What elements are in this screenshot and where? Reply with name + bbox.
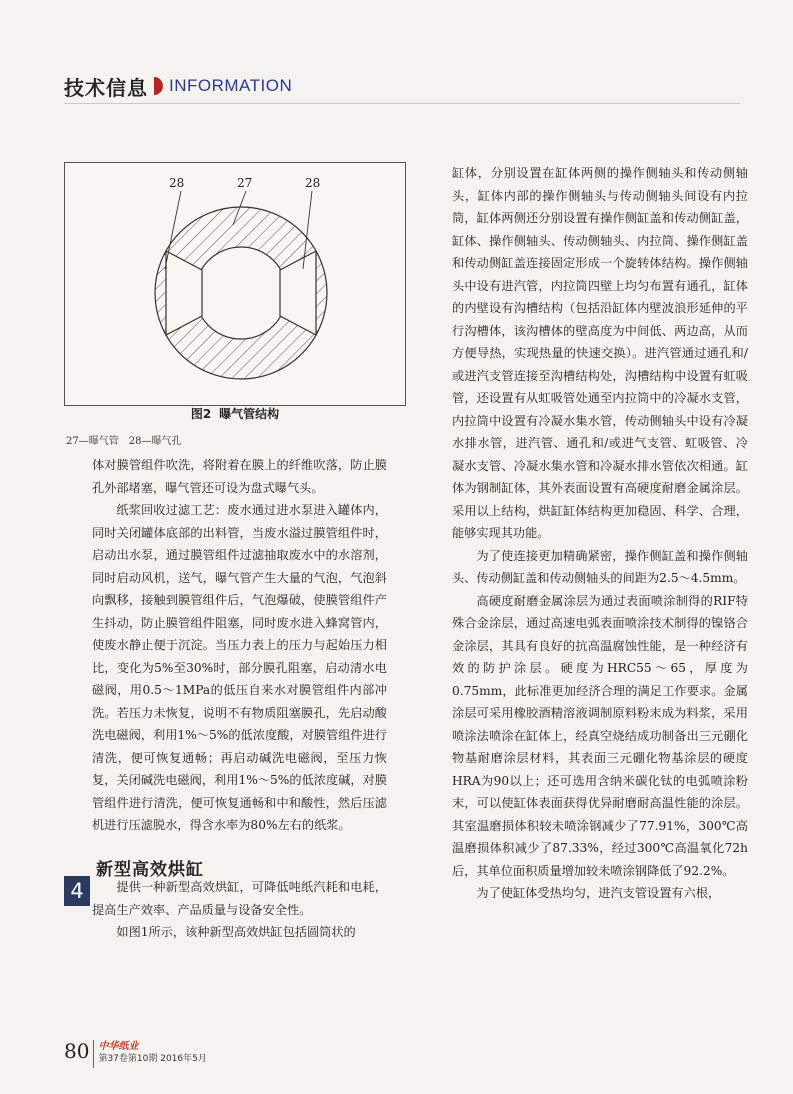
footer-divider [93,1040,94,1068]
label-28-left: 28 [169,176,185,190]
paragraph: 纸浆回收过滤工艺：废水通过进水泵进入罐体内，同时关闭罐体底部的出料管，当废水溢过膜管组件时，启动出水泵，通过膜管组件过滤抽取废水中的水溶剂，同时启动风机，送气，曝气管产生大量的气泡，气泡斜向飘移，接触到膜管组件后，气泡爆破，使膜管组件产生抖动，防止膜管组件阻塞，同时废水进入蜂窝管内，使废水静止便于沉淀。当压力表上的压力与起始压力相比，变化为5%至30%时，部分膜孔阻塞，启动清水电磁阀，用0.5～1MPa的低压自来水对膜管组件内部冲洗。若压力未恢复，说明不有物质阻塞膜孔，先启动酸洗电磁阀，利用1%～5%的低浓度酸，对膜管组件进行清洗，便可恢复通畅；再启动碱洗电磁阀，至压力恢复，关闭碱洗电磁阀，利用1%～5%的低浓度碱，对膜管组件进行清洗，便可恢复通畅和中和酸性，然后压滤机进行压滤脱水，得含水率为80%左右的纸浆。 [92,503,387,832]
pipe-bore [195,247,287,339]
page-number: 80 [64,1039,90,1063]
paragraph: 体对膜管组件吹洗，将附着在膜上的纤维吹落，防止膜孔外部堵塞，曝气管还可设为盘式曝气头。 [92,458,387,495]
section-title: 新型高效烘缸 [96,860,204,880]
legend-item: 28—曝气孔 [128,436,182,447]
figure-legend [66,432,191,447]
page-footer [64,1040,207,1068]
section-header-english: INFORMATION [169,76,293,95]
figure-number: 图2 [190,407,212,421]
left-column-bottom [92,876,387,944]
journal-logo: 中华纸业 [98,1041,139,1052]
paragraph: 为了使缸体受热均匀，进汽支管设置有六根， [476,886,721,900]
section-number-badge: 4 [64,876,90,906]
figure-title: 曝气管结构 [219,407,280,421]
left-column-top [92,454,387,837]
paragraph: 缸体，分别设置在缸体两侧的操作侧轴头和传动侧轴头，缸体内部的操作侧轴头与传动侧轴头间设有内拉筒，缸体两侧还分别设置有操作侧缸盖和传动侧缸盖，缸体、操作侧轴头、传动侧轴头、内拉筒、操作侧缸盖和传动侧缸盖连接固定形成一个旋转体结构。操作侧轴头中设有进汽管，内拉筒四壁上均匀布置有通孔，缸体的内壁设有沟槽结构（包括沿缸体内壁波浪形延伸的平行沟槽体，该沟槽体的壁高度为中间低、两边高，从而方便导热，实现热量的快速交换）。进汽管通过通孔和/或进汽支管连接至沟槽结构处，沟槽结构中设置有虹吸管，还设置有从虹吸管处通至内拉筒中的冷凝水支管，内拉筒中设置有冷凝水集水管，传动侧轴头中设有冷凝水排水管，进汽管、通孔和/或进气支管、虹吸管、冷凝水支管、冷凝水集水管和冷凝水排水管依次相通。缸体为钢制缸体，其外表面设置有高硬度耐磨金属涂层。采用以上结构，烘缸缸体结构更加稳固、科学、合理，能够实现其功能。 [452,166,748,540]
section-header-title: 技术信息 [64,75,148,100]
label-28-right: 28 [305,176,321,190]
header-marker-icon [154,77,163,95]
figure-aeration-pipe [64,162,406,406]
paragraph: 提供一种新型高效烘缸，可降低吨纸汽耗和电耗，提高生产效率、产品质量与设备安全性。 [92,880,387,917]
aeration-pipe-diagram [65,163,405,405]
legend-item: 27—曝气管 [66,436,119,447]
header [64,72,292,100]
right-column [452,162,748,905]
paragraph: 高硬度耐磨金属涂层为通过表面喷涂制得的RIF特殊合金涂层，通过高速电弧表面喷涂技术制得的镍铬合金涂层，其具有良好的抗高温腐蚀性能，是一种经济有效的防护涂层。硬度为HRC55～65，厚度为0.75mm，此标准更加经济合理的满足工作要求。金属涂层可采用橡胶酒精溶液调制原料粉末成为料浆，采用喷涂法喷涂在缸体上，经真空烧结成功制备出三元硼化物基耐磨涂层材料，其表面三元硼化物基涂层的硬度HRA为90以上；还可选用含纳米碳化钛的电弧喷涂粉末，可以使缸体表面获得优异耐磨耐高温性能的涂层。其室温磨损体积较未喷涂钢减少了77.91%，300℃高温磨损体积减少了87.33%，经过300℃高温氧化72h后，其单位面积质量增加较未喷涂钢降低了92.2%。 [452,593,748,878]
header-divider [64,103,740,104]
paragraph: 为了使连接更加精确紧密，操作侧缸盖和操作侧轴头、传动侧缸盖和传动侧轴头的间距为2.5～4.5mm。 [452,548,748,585]
figure-caption [64,405,406,422]
paragraph: 如图1所示，该种新型高效烘缸包括圆筒状的 [116,925,356,939]
issue-info: 第37卷第10期 2016年5月 [98,1054,207,1064]
label-27: 27 [237,176,253,190]
